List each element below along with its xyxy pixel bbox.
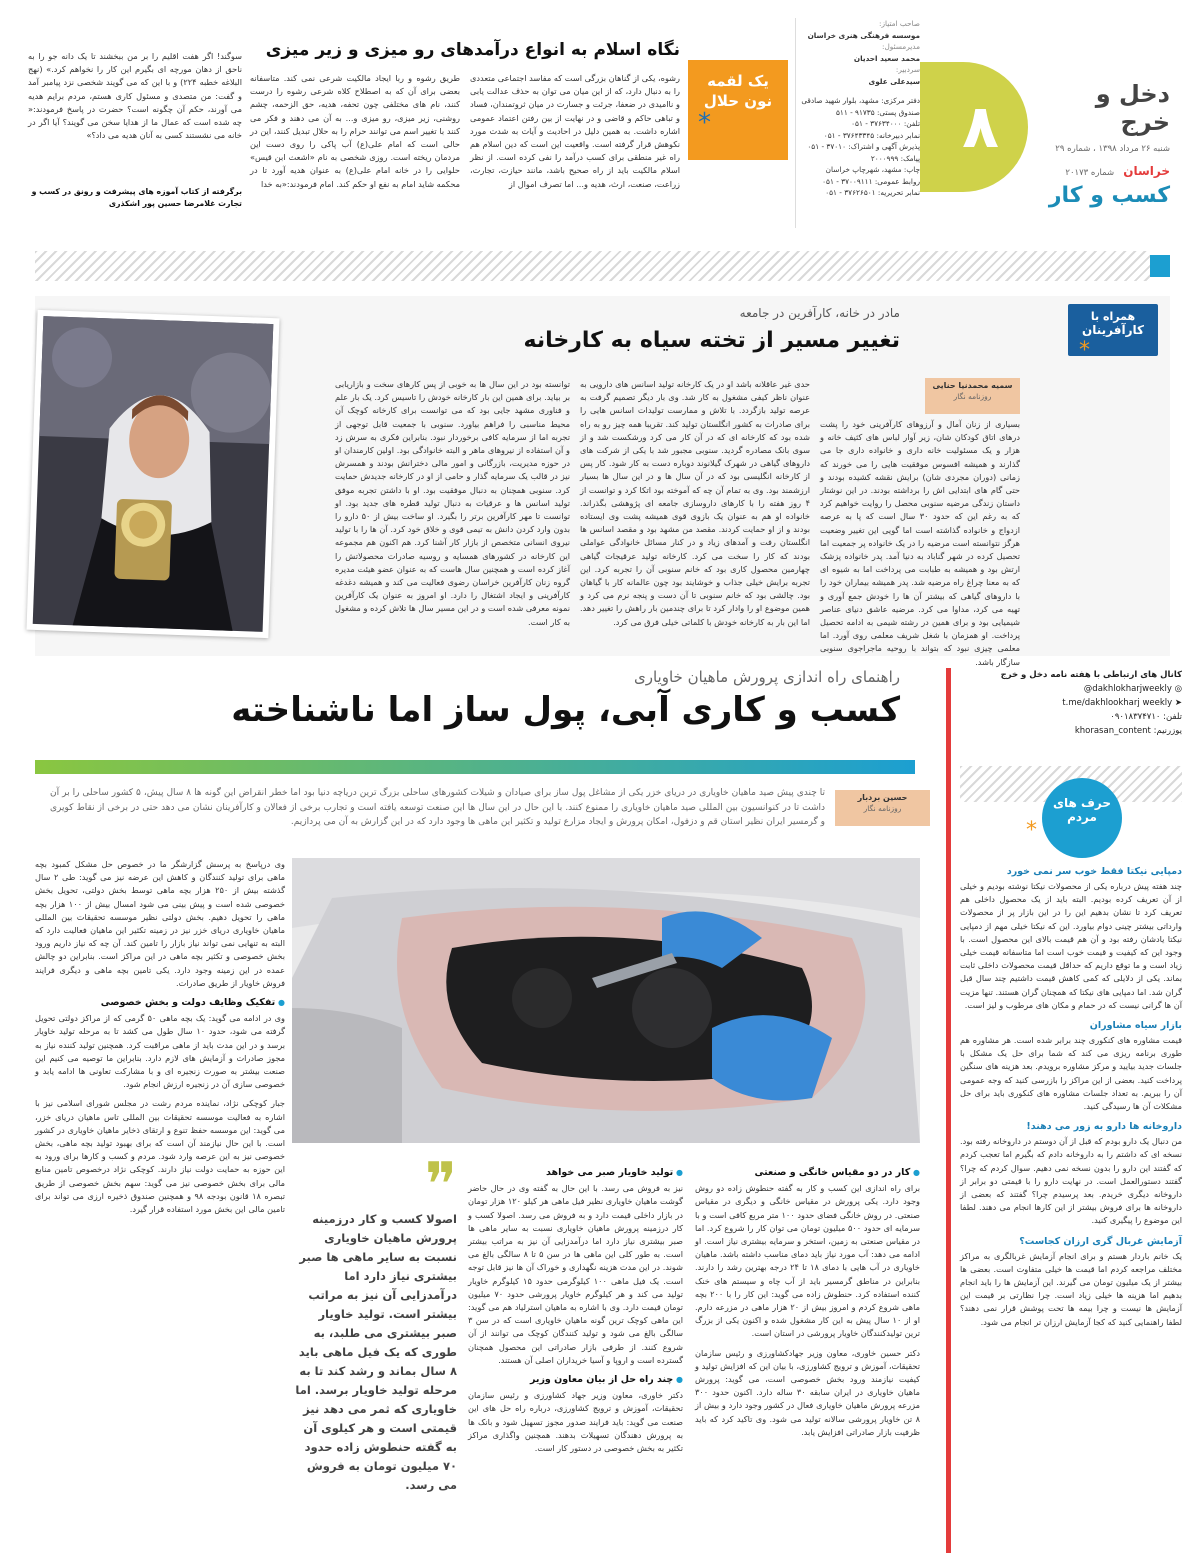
people-item-title: داروخانه ها دارو به زور می دهند!: [1026, 1121, 1182, 1133]
story2-title: تغییر مسیر از تخته سیاه به کارخانه: [523, 328, 900, 353]
top-story-col2: طریق رشوه و ربا ایجاد مالکیت شرعی نمی کند. متاسفانه بعضی برای آن که به اصطلاح کلاه شرعی رشوه را درست کنند، نام های مختلفی چون تحفه، هدیه، حق الزحمه، چشم روشنی، زیر میزی، رو میزی و... به آن می دهند و فکر می کنند با تغییر اسم می توانند حرام را به حلال تبدیل کنند، این در حالی است که امام علی(ع) آب پاکی را روی دست این مردمان ریخته است. روزی شخصی به نام «اشعث ابن قیس» حلوایی را در خانه امام علی(ع) به عنوان هدیه آورد تا در محکمه شاید امام به نفع او حکم کند. امام فرمودند:«به خدا: [250, 73, 460, 189]
feature-col-mid-bottom: دکتر خاوری، معاون وزیر جهاد کشاورزی و رئیس سازمان تحقیقات، آموزش و ترویج کشاورزی، درباره راه حل های این صنعت می گوید: باید فرایند صدور مجوز تسهیل شود و بانک ها به پرورش دهندگان تسهیلات بدهند. همچنین واگذاری مراکز تکثیر به بخش خصوصی در دستور کار است.: [468, 1390, 683, 1454]
feature-section: [30, 660, 930, 1555]
people-badge: حرف های مردم: [1042, 778, 1122, 858]
feature-col-left: [35, 858, 285, 1548]
asterisk-icon: *: [1026, 818, 1037, 843]
list-item: [960, 1121, 1182, 1227]
instagram-icon: ◎: [1174, 684, 1182, 694]
channels-box: کانال های ارتباطی با هفته نامه دخل و خرج @dakhlokharjweekly ◎ t.me/dakhlookharj weekly ➤ تلفن: ۰۹۰۱۸۳۷۴۷۱۰ یوزرنیم: khorasan_content: [960, 668, 1182, 760]
author-name: حسین بردبار: [857, 793, 908, 802]
header-section: [0, 0, 1200, 245]
asterisk-icon: *: [698, 108, 711, 138]
subhead-patience: ● تولید خاویار صبر می خواهد: [468, 1166, 683, 1179]
subhead-solution: ● چند راه حل از بیان معاون وزیر: [468, 1373, 683, 1386]
feature-col-left-top: وی درپاسخ به پرسش گزارشگر ما در خصوص حل مشکل کمبود بچه ماهی برای تولید کنندگان و کاهش این عرضه نیز می گوید: طی ۲ سال گذشته بیش از ۲۵۰ هزار بچه ماهی توسط بخش دولتی، تحویل بخش خصوصی شده است و پیش بینی می شود امسال بیش از ۱۰۰ هزار بچه ماهی را تحویل دهیم. بخش دولتی نظیر موسسه تحقیقات بین المللی ماهیان خاویاری دریای خزر نیز در زمینه تکثیر این ماهیان فعالیت دارد که البته به تنهایی نمی تواند نیاز بازار را تامین کند. آن چه که نیاز داریم ورود بخش خصوصی و تکثیر بچه ماهی در این مراکز است. بنابراین دو چالش عمده در این زمینه وجود دارد. یکی تامین بچه ماهی و دیگری فرایند فروش خاویار از طریق صادرات.: [35, 859, 286, 988]
list-item: [960, 1020, 1182, 1113]
feature-col-right: [695, 1160, 920, 1545]
author-name: سمیه محمدنیا حنایی: [932, 381, 1013, 390]
list-item: [960, 1236, 1182, 1329]
top-story-col3-wrap: [28, 50, 242, 220]
quote-icon: ❞: [424, 1150, 457, 1220]
entrepreneur-portrait-image: [33, 316, 274, 632]
feature-kicker: راهنمای راه اندازی پرورش ماهیان خاویاری: [633, 668, 900, 686]
people-item-text: من دنبال یک دارو بودم که قبل از آن دوستم در داروخانه رفته بود. نسخه ای که داشتم را به داروخانه دادم که بگیرم اما تعجب کردم که گفتند این دارو را بدون نسخه نمی دهیم. سوال کردم که چرا؟ گفتند دستورالعمل است. در نهایت دارو را با قیمتی دو برابر از داروخانه دیگری خریدم. بعد پرسیدم چرا؟ گفتند که بعضی از داروخانه ها برای فروش بیشتر از این کارها انجام می دهند. لطفا این موضوع را پیگیری کنید.: [960, 1136, 1182, 1226]
author-role: روزنامه نگار: [953, 392, 992, 401]
feature-col-right-text: برای راه اندازی این کسب و کار به گفته حنطوش زاده دو روش وجود دارد. یکی پرورش در مقیاس خانگی و دیگری در مقیاس صنعتی. در روش خانگی فضای حدود ۱۰۰ متر مربع کافی است و با سرمایه ای حدود ۵۰۰ میلیون تومان می توان کار را شروع کرد. اما در مقیاس صنعتی به زمین، استخر و سرمایه بیشتری نیاز است. او ادامه می دهد: آب مورد نیاز باید دمای مناسب داشته باشد. ماهیان خاویاری در آب هایی با دمای ۱۸ تا ۲۴ درجه بهترین رشد را دارند. بنابراین در مناطق گرمسیر باید از آب چاه و سیستم های خنک کننده استفاده کرد. حنطوش زاده می گوید: این کار را با ۲۰۰ بچه ماهی شروع کردم و امروز بیش از ۲۰ هزار ماهی در مزرعه دارم. او از ۱۰ سال پیش به این کار مشغول شده و اکنون یکی از بزرگ ترین تولیدکنندگان خاویار پرورشی در استان است.: [695, 1183, 921, 1339]
top-story-col1: رشوه، یکی از گناهان بزرگی است که مفاسد اجتماعی متعددی را به دنبال دارد، که از این میان می توان به حذف عدالت یابی و ناامیدی در ضعفا، جرئت و جسارت در میان ثروتمندان، فساد و تباهی حاکم و قاضی و در نهایت از بین رفتن اعتماد عمومی اشاره داشت. به همین دلیل در احادیث و آیات به شدت مورد نکوهش قرار گرفته است. واقعیت این است که دین اسلام هم راه غیر منطقی برای کسب درآمد را نفی کرده است. از نظر اسلام مالکیت باید از راه صحیح باشد، مانند حیازت، تجارت، زراعت، صنعت، ارث، هدیه و... اما تصرف اموال از: [470, 73, 680, 189]
feature-col-left-bottom: جبار کوچکی نژاد، نماینده مردم رشت در مجلس شورای اسلامی نیز با اشاره به فعالیت موسسه تحقیقات بین المللی تاس ماهیان دریای خزر، می گوید: این موسسه حفظ تنوع و ارتقای ذخایر ماهیان خاویاری در کشور است. با این حال نیازمند آن است که برای بهبود تولید بچه ماهی، بخش خصوصی نیز به این عرصه وارد شود. مردم و کسب و کارها برای ورود به این حوزه به حمایت دولت نیاز دارند. کوچکی نژاد درخصوص تامین منابع مالی برای بخش خصوصی نیز می گوید: سهم بخش خصوصی از طریق تبصره ۱۸ قانون بودجه ۹۸ و همچنین صندوق ذخیره ارزی می تواند برای تامین مالی این بخش مورد استفاده قرار گیرد.: [35, 1098, 286, 1215]
credits-block: صاحب امتیاز: موسسه فرهنگی هنری خراسان مدیرمسئول: محمد سعید احدیان سردبیر: سیدعلی علوی دفتر مرکزی: مشهد، بلوار شهید صادقی صندوق پستی: ۹۱۷۳۵ - ۵۱۱ تلفن: ۳۷۶۳۴۰۰۰ - ۰۵۱ نمابر دبیرخانه: ۳۷۶۴۳۳۴۵ - ۰۵۱ پذیرش آگهی و اشتراک: ۳۷۰۱۰ - ۰۵۱ پیامک: ۲۰۰۰۹۹۹ چاپ: مشهد، شهرچاپ خراسان روابط عمومی: ۳۷۰۰۹۱۱۱ - ۰۵۱ نمابر تحریریه: ۳۷۶۲۶۵۰۱ - ۰۵۱: [795, 18, 920, 228]
feature-col-mid-text: نیز به فروش می رسد. با این حال به گفته وی در حال حاضر گوشت ماهیان خاویاری نظیر فیل ماهی هر کیلو ۱۲۰ هزار تومان در بازار داخلی قیمت دارد و به فروش می رسد. اصولا کسب و کار درزمینه پرورش ماهیان خاویاری نسبت به سایر ماهی ها صبر بیشتری نیاز دارد اما درآمدزایی آن نیز به مراتب بیشتر است. به طور کلی این ماهی ها در سن ۵ تا ۸ سالگی بالغ می شوند. در این مدت هزینه نگهداری و خوراک آن ها نیز قابل توجه است. یک فیل ماهی ۱۰۰ کیلوگرمی حدود ۱۵ کیلوگرم خاویار تولید می کند و هر کیلوگرم خاویار پرورشی حدود ۷۰ میلیون تومان قیمت دارد. وی با اشاره به ماهیان استرلیاد هم می گوید: این ماهی کوچک ترین گونه ماهیان خاویاری است که در سن ۳ سالگی بالغ می شود و تولید کنندگان کوچک می توانند از آن شروع کنند. از طرفی بازار صادراتی این محصول همچنان گسترده است و اروپا و آسیا خریداران اصلی آن هستند.: [468, 1183, 684, 1365]
feature-title: کسب و کاری آبی، پول ساز اما ناشناخته: [231, 690, 900, 730]
sidebar: [946, 668, 1182, 1553]
entrepreneur-photo: [26, 310, 279, 638]
halal-badge: یک لقمه نون حلال *: [688, 60, 788, 160]
top-story-title: نگاه اسلام به انواع درآمدهای رو میزی و زیر میزی: [265, 40, 680, 60]
people-item-text: قیمت مشاوره های کنکوری چند برابر شده است. هر مشاوره هم طوری برنامه ریزی می کند که شما برای حل یک مشکل با جلسات جدید بیایید و مرکز مشاوره برویدم. بعد هزینه های سنگین پرداخت کنید. بعضی از این مراکز را بازرسی کنید که وجه عمومی آن را ببریم. به تعداد جلسات مشاوره های کنکوری باید برای حل مشکلات آن ها رسیدگی کنید.: [960, 1035, 1182, 1112]
author-role: روزنامه نگار: [863, 804, 902, 813]
brand-block: [1040, 80, 1170, 220]
list-item: [960, 866, 1182, 1012]
story2-section: [35, 296, 1170, 667]
story2-col3: توانسته بود در این سال ها به خوبی از پس کارهای سخت و بازاریابی بر بیاید. برای همین این بار کارخانه خودش را تاسیس کرد. یک بار علم و فناوری مشهد جایی بود که می توانست برای کارخانه کوچک آن محیط مناسبی را فراهم بیاورد. سنوبی با جمعیت قابل توجهی از تجربه اما از سرمایه کافی برخوردار نبود. بنابراین فکری به سرش زد و آن استفاده از نیروهای ماهر و البته خانوادگی بود. اولین کارمندان او در حوزه مدیریت، بازرگانی و امور مالی دخترانش بودند و همسرش نیز در قالب یک سرمایه گذار و حامی از او در کارخانه جدیدش حمایت کرد. سنوبی همچنان به دنبال موفقیت بود. او با داشتن تجربه موفق تولید اسانس ها و عرقیات به دنبال تولید قطره های جدید بود. او توانست تا مهر کارآفرین برتر را بگیرد. او ساخت بیش از ۵۰ دارو را بدون وارد کردن دانش به تیمی قوی و خلاق خود کرد. آن ها را با تولید نیروی انسانی متخصص از بازار کار آشنا کرد. هم اکنون هم مجموعه این کارخانه در کشورهای همسایه و روسیه صادرات محصولاتش را آغاز کرده است و همچنین سال هاست که به عنوان عضو هیئت مدیره گروه زنان کارآفرین خراسان رضوی فعالیت می کند و همیشه دغدغه کارآفرینی و ایجاد اشتغال را دارد. او امروز به عنوان یک کارآفرین نمونه معرفی شده است و در این مسیر سال ها تلاش کرده و مشغول به کار است.: [335, 379, 570, 627]
pull-quote: [292, 1150, 457, 1540]
sidebar-phone: تلفن: ۰۹۰۱۸۳۷۴۷۱۰: [1110, 712, 1182, 722]
pull-quote-text: اصولا کسب و کار درزمینه پرورش ماهیان خاویاری نسبت به سایر ماهی ها صبر بیشتری نیاز دارد اما درآمدزایی آن نیز به مراتب بیشتر است. تولید خاویار صبر بیشتری می طلبد، به طوری که یک فیل ماهی باید ۸ سال بماند و رشد کند تا به مرحله تولید خاویار برسد. اما خاویاری که ثمر می دهد نیز قیمتی است و هر کیلوی آن به گفته حنطوش زاده حدود ۷۰ میلیون تومان به فروش می رسد.: [295, 1212, 457, 1492]
hatch-divider: [35, 251, 1150, 281]
story2-col1: بسیاری از زنان آمال و آرزوهای کارآفرینی خود را پشت درهای اتاق کودکان شان، زیر آوار لباس های کثیف خانه و هزار و یک مسئولیت خانه داری و خانواده داری جا می گذارند و همیشه افسوس موفقیت هایی را می خورند که زمانی (دوران مجردی شان) برایش نقشه کشیده بودند و حتی گام های ابتدایی اش را برداشته بودند. در این نوشتار داستان زندگی مرضیه سنوبی محصل را روایت خواهیم کرد که به رغم این که حدود ۳۰ سال است که پا به عرصه ازدواج و خانواده گذاشته است اما گویی این تغییر وضعیت هرگز نتوانسته است مرضیه را در یک خانواده پر جمعیت اما تحصیل کرده در شهر گناباد به دنیا آمد. پدر خانواده پزشک ارتش بود و همیشه به طبابت می پرداخت اما به شیوه ای که به معنا چراغ راه مرضیه شد. پدر همیشه بیماران خود را با داروهای گیاهی که بیشتر آن ها را خودش جمع آوری و تهیه می کرد، مداوا می کرد. مرضیه عاشق دنیای عناصر شیمیایی بود و برای همین در رشته شیمی به ادامه تحصیل پرداخت. او همزمان با شغل شریف معلمی روی آورد. اما معلمی چیزی نبود که بتواند با روحیه ماجراجوی سنوبی سازگار باشد.: [820, 419, 1020, 667]
story2-kicker: مادر در خانه، کارآفرین در جامعه: [739, 306, 900, 320]
telegram-icon: ➤: [1174, 698, 1182, 708]
date-line: شنبه ۲۶ مرداد ۱۳۹۸ ، شماره ۲۹: [1055, 144, 1170, 154]
page-number-circle: [918, 62, 1028, 192]
paper-name: خراسان: [1123, 164, 1170, 178]
instagram-handle[interactable]: @dakhlokharjweekly: [1083, 684, 1172, 694]
people-items: [960, 866, 1182, 1551]
feature-title-rule: [35, 760, 915, 774]
subhead-scale: ● کار در دو مقیاس خانگی و صنعتی: [695, 1166, 920, 1179]
top-story-source: برگرفته از کتاب آموزه های پیشرفت و رونق در کسب و تجارت غلامرضا حسین پور اشکذری: [31, 187, 242, 208]
feature-col-right-text2: دکتر حسین خاوری، معاون وزیر جهادکشاورزی و رئیس سازمان تحقیقات، آموزش و ترویج کشاورزی، با بیان این که افزایش تولید و کیفیت نیازمند ورود بخش خصوصی است، می گوید: پرورش ماهیان خاویاری در ایران سابقه ۳۰ ساله دارد. اکنون حدود ۳۰۰ مزرعه پرورش ماهیان خاویاری فعال در کشور وجود دارد و بیش از ۸ تن خاویار پرورشی سالانه تولید می شود. وی تاکید کرد که باید ظرفیت بازار صادراتی افزایش یابد.: [695, 1347, 920, 1437]
story2-col2: حدی غیر عاقلانه باشد او در یک کارخانه تولید اسانس های دارویی به عنوان ناظر کیفی مشغول به کار شد. وی بار دیگر تصمیم گرفت به عرصه تولید بازگردد. با تلاش و ممارست تولیدات اسانس هایی را برای صادرات به کشور انگلستان تولید کند. تقریبا همه چیز رو به راه شده بود که کارخانه ای که در آن کار می کرد ورشکست شد و از سوی بانک مصادره گردید. سنوبی مجبور شد با یکی از شرکت های داروهای گیاهی در شهرک گیلانوند دوباره دست به کار شود. کار پس از کارخانه انگلیسی بود که در آن سال ها و در این سال ها بسیار ارزشمند بود. وی به تمام آن چه که آموخته بود اتکا کرد و توانست از ۴ روز هفته را با کارهای داروسازی جامعه ای پژوهشی بگذراند. خانواده او هم به عنوان یک بازوی قوی همیشه پشت وی ایستاده بودند و از او حمایت کردند. مقصد من مشهد بود و مقصد اسانس ها انگلستان رفت و آمدهای زیاد و در کنار مسائل خانوادگی عواملی بودند که کار را سخت می کرد. کارخانه تولید عرقیجات گیاهی چهارمین محصول کاری بود که خانم سنوبی آن را تجربه کرد. این تجربه برایش خیلی جذاب و خوشایند بود چون عالمانه کار با گیاهان بود. چالشی بود که خانم سنوبی تا آن دست و پنجه نرم می کرد و همین موضوع او را وادار کرد تا برای چندمین بار راهش را تغییر دهد. اما این بار به کارخانه خودش با کلماتی خیلی فرق می کرد.: [580, 379, 810, 627]
sidebar-username: یوزرنیم: khorasan_content: [1074, 726, 1182, 736]
sidebar-accent-bar: [946, 668, 951, 1553]
people-item-text: چند هفته پیش درباره یکی از محصولات نیکتا نوشته بودیم و خیلی از آن تعریف کرده بودیم. البته باید از یک محصول داخلی هم تعریف کرد تا نشان بدهیم این را در این بازار پر از محصولات وارداتی بیشتر چینی دوام بیاورد. این که نیکتا خیلی مهم از دمپایی نیکتا یادشان رفته بود و آن هم قیمت بالای این محصول است. با وجود این که کیفیت و قیمت خوب است اما متاسفانه قیمت خیلی زیاد است و ما توقع داریم که حداقل قیمت محصولات داخلی ثابت بماند. یکی از دلایلی که کمی کاهش قیمت داشتیم چند سال قبل گران شد. اما دمپایی های نیکتا که همچنان گران هستند. تنها مزیت آن ها گرانی نیست که در حمام و مکان های مرطوب و لیز است.: [960, 881, 1182, 1010]
hatch-tab: [1150, 255, 1170, 277]
people-item-title: آزمایش غربال گری ارزان کجاست؟: [1019, 1235, 1182, 1247]
brand-logo: دخل و خرج: [1095, 80, 1170, 136]
page-number: ۸: [962, 92, 999, 162]
caviar-photo: [292, 858, 920, 1143]
top-story-col3: سوگند! اگر هفت اقلیم را بر من ببخشند تا یک دانه جو را به ناحق از دهان مورچه ای بگیرم این کار را نخواهم کرد.» (نهج البلاغه خطبه ۲۲۴) و با این که می گویند شخصی نزد پیامبر آمد و گفت: من متصدی و مسئول کاری هستم، مردم برایم هدیه می آورند، حکم آن چگونه است؟ حضرت در پاسخ فرمودند:« چه شده است که عمال ما از هدایا سخن می گویند؟ آیا اگر در خانه می نشستند کسی به آنان هدیه می داد؟»: [28, 51, 242, 141]
story2-byline: [925, 378, 1020, 414]
telegram-link[interactable]: t.me/dakhlookharj weekly: [1062, 698, 1173, 708]
issue-number: شماره ۲۰۱۷۳: [1065, 168, 1115, 178]
people-item-title: بازار سیاه مشاوران: [1089, 1020, 1182, 1032]
subhead-policy: ● تفکیک وظایف دولت و بخش خصوصی: [35, 996, 285, 1009]
people-item-title: دمپایی نیکتا فقط خوب سر نمی خورد: [1006, 866, 1182, 877]
section-name: کسب و کار: [1048, 183, 1170, 208]
asterisk-icon: *: [1079, 338, 1090, 363]
feature-col-left-mid: وی در ادامه می گوید: یک بچه ماهی ۵۰ گرمی که از مراکز دولتی تحویل گرفته می شود، حدود ۱۰ سال طول می کشد تا به مرحله تولید خاویار برسد و در این مدت باید از ماهی مراقبت کرد. همچنین تولید کننده نیاز به مجوز صادرات و آزمایش های لازم دارد. بنابراین ما توصیه می کنیم این صنعت بیشتر به صورت زنجیره ای و با مشارکت تعاونی ها ادامه یابد و خصوصی سازی آن در زنجیره ارزش انجام شود.: [35, 1013, 285, 1090]
entrepreneur-badge: همراه با کارآفرینان: [1068, 304, 1158, 356]
feature-col-mid: [468, 1160, 683, 1545]
feature-byline: [835, 790, 930, 826]
people-item-text: یک خانم باردار هستم و برای انجام آزمایش غربالگری به مراکز مختلف مراجعه کردم اما قیمت ها خیلی متفاوت است. بعضی ها بیشتر از یک میلیون تومان می گیرند. این آزمایش ها را باید انجام بدهیم اما هزینه ها خیلی زیاد است. چرا نظارتی بر قیمت این آزمایش ها نیست و چرا بیمه ها تحت پوشش قرار نمی دهند؟ لطفا راهنمایی کنید که کجا آزمایش ارزان تر انجام می شود.: [960, 1250, 1182, 1327]
caviar-image: [292, 858, 920, 1143]
feature-lead: تا چندی پیش صید ماهیان خاویاری در دریای خزر یکی از مشاغل پول ساز برای صیادان و شیلات کشورهای ساحلی بزرگ ترین دریاچه دنیا بود اما خطر انقراض این گونه ها ۸ سال پیش، ۵ کشور ساحلی را بر آن داشت تا در کنوانسیون بین المللی صید ماهیان خاویاری را ممنوع کنند. با این حال در این سال ها این صنعت توسعه یافته است و تجارب برخی از فعالان و کارآفرینان نشان می دهد حتی در برخی از نقاط کویری و گرمسیر ایران نظیر استان قم و دزفول، امکان پرورش و ایجاد مزارع تولید و تکثیر این ماهی ها وجود دارد که در این گزارش به آن می پردازیم.: [50, 788, 825, 827]
